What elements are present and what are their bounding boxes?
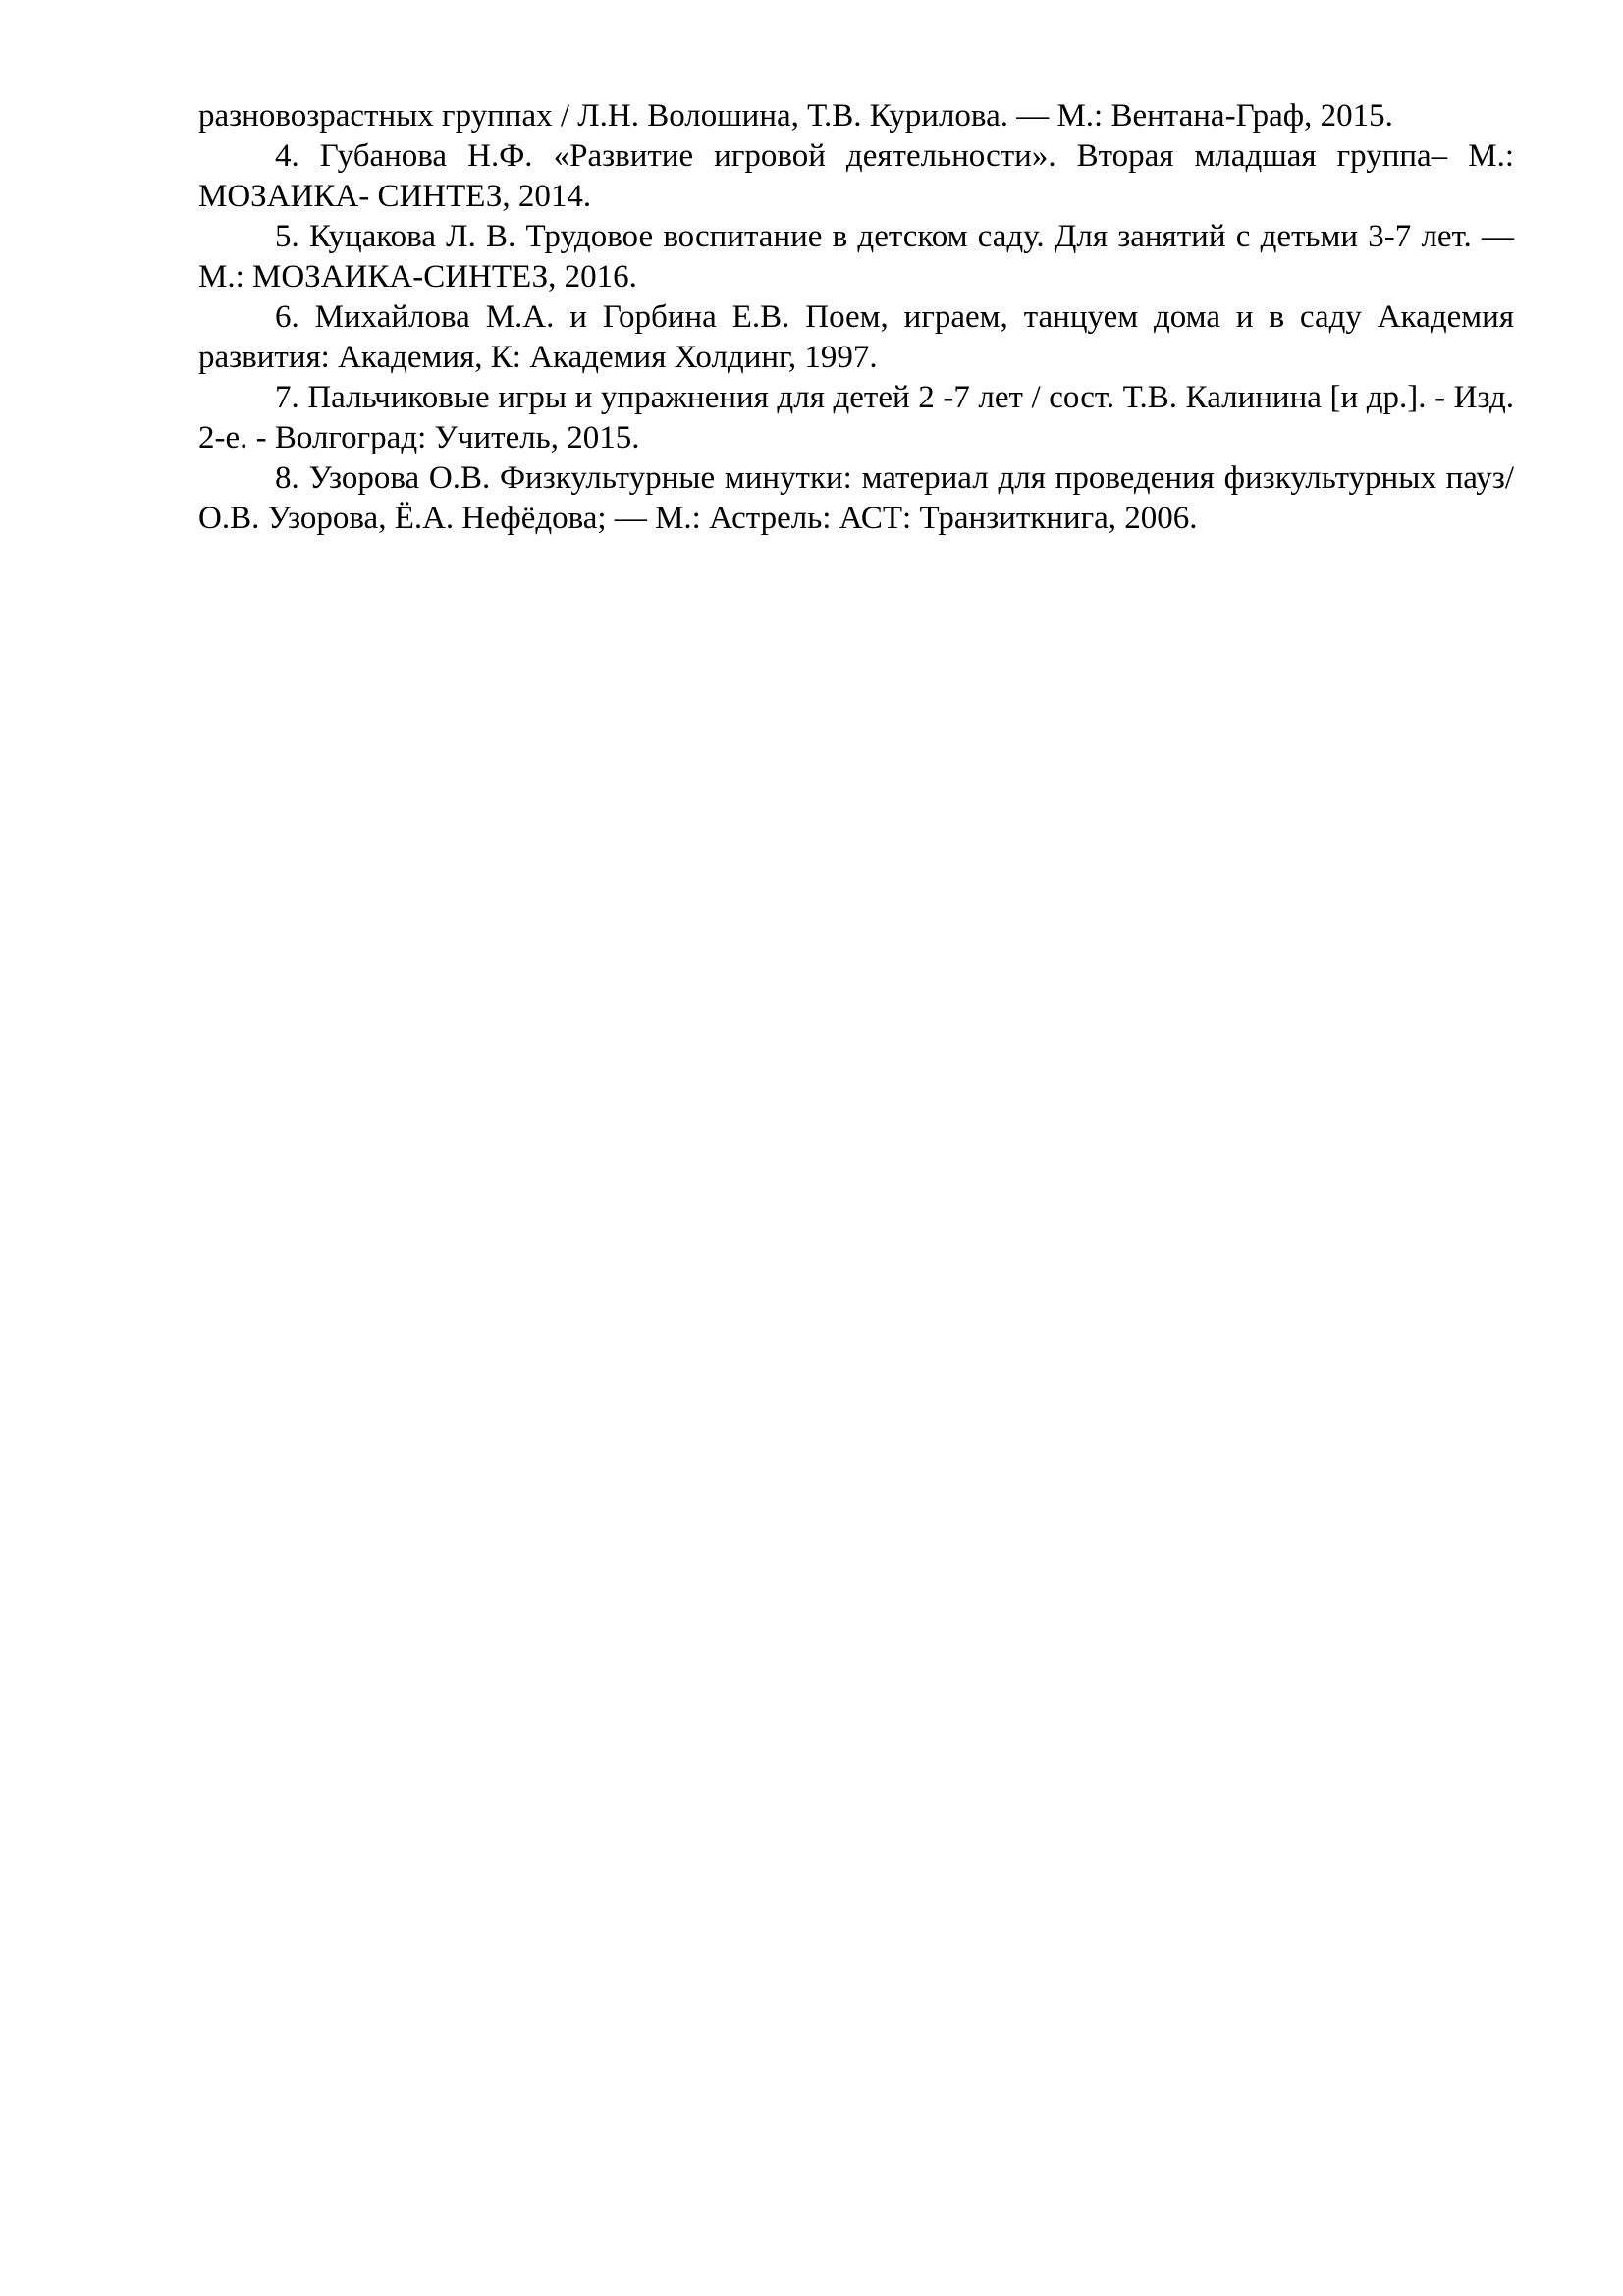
reference-entry-4: 4. Губанова Н.Ф. «Развитие игровой деятельности». Вторая младшая группа– М.: МОЗАИКА- СИНТЕЗ, 2014.	[198, 138, 1514, 214]
reference-entry-5: 5. Куцакова Л. В. Трудовое воспитание в детском саду. Для занятий с детьми 3-7 лет. —М.: МОЗАИКА-СИНТЕЗ, 2016.	[198, 219, 1514, 294]
reference-entry-6: 6. Михайлова М.А. и Горбина Е.В. Поем, играем, танцуем дома и в саду Академия развития: Академия, К: Академия Холдинг, 1997.	[198, 299, 1514, 375]
reference-entry-7: 7. Пальчиковые игры и упражнения для детей 2 -7 лет / сост. Т.В. Калинина [и др.]. - Изд. 2-е. - Волгоград: Учитель, 2015.	[198, 380, 1514, 455]
reference-entry-continued: разновозрастных группах / Л.Н. Волошина, Т.В. Курилова. — М.: Вентана-Граф, 2015.	[198, 98, 1393, 133]
reference-entry-8: 8. Узорова О.В. Физкультурные минутки: материал для проведения физкультурных пауз/О.В. Узорова, Ё.А. Нефёдова; — М.: Астрель: АСТ: Транзиткнига, 2006.	[198, 460, 1514, 536]
document-page	[198, 96, 1514, 539]
